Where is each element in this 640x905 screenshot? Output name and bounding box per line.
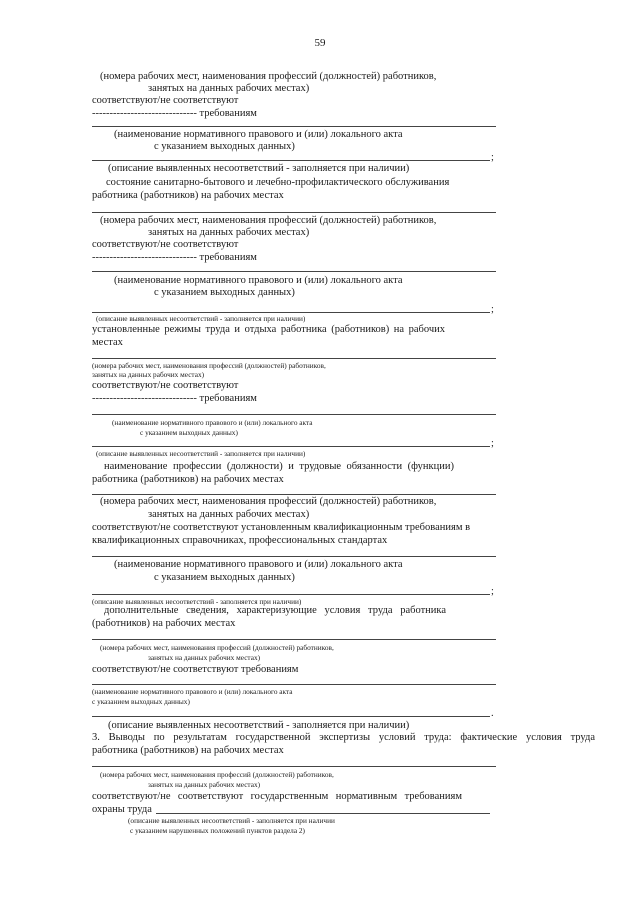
section-heading-additional-cont: (работников) на рабочих местах: [92, 618, 236, 629]
fill-line: [92, 639, 496, 640]
fill-line: [92, 684, 496, 685]
caption-nonconformities-small: (описание выявленных несоответствий - заполняется при наличии: [128, 816, 335, 825]
caption-legal-act-small: (наименование нормативного правового и (или) локального акта: [92, 687, 293, 696]
section-heading-profession: наименование профессии (должности) и трудовые обязанности (функции): [104, 461, 454, 472]
caption-workplaces-small: (номера рабочих мест, наименования профессий (должностей) работников,: [100, 643, 334, 652]
fill-line: [92, 766, 496, 767]
compliance-text: соответствуют/не соответствуют: [92, 95, 239, 106]
caption-nonconformities: (описание выявленных несоответствий - заполняется при наличии): [108, 720, 410, 731]
caption-workplaces-cont: занятых на данных рабочих местах): [148, 509, 310, 520]
requirements-text: ------------------------------ требованиям: [92, 393, 257, 404]
period: .: [491, 708, 494, 719]
caption-nonconformities: (описание выявленных несоответствий - заполняется при наличии): [108, 163, 410, 174]
compliance-text-cont: квалификационных справочниках, профессиональных стандартах: [92, 535, 388, 546]
fill-line: [92, 594, 490, 595]
section-heading-sanitary: состояние санитарно-бытового и лечебно-профилактического обслуживания: [106, 177, 450, 188]
caption-nonconformities-small: (описание выявленных несоответствий - заполняется при наличии): [96, 449, 306, 458]
section-heading-additional: дополнительные сведения, характеризующие условия труда работника: [104, 605, 446, 616]
caption-workplaces: (номера рабочих мест, наименования профессий (должностей) работников,: [100, 71, 437, 82]
conclusions-compliance: соответствуют/не соответствуют государственным нормативным требованиям: [92, 791, 462, 802]
semicolon: ;: [491, 438, 494, 449]
caption-legal-act: (наименование нормативного правового и (или) локального акта: [114, 129, 403, 140]
caption-workplaces-small-cont: занятых на данных рабочих местах): [92, 370, 205, 379]
compliance-text: соответствуют/не соответствуют: [92, 239, 239, 250]
section-heading-sanitary-cont: работника (работников) на рабочих местах: [92, 190, 284, 201]
fill-line: [92, 271, 496, 272]
fill-line: [156, 813, 490, 814]
caption-legal-act: (наименование нормативного правового и (или) локального акта: [114, 559, 403, 570]
fill-line: [92, 312, 490, 313]
caption-legal-act-small-cont: с указанием выходных данных): [140, 428, 238, 437]
requirements-text: ------------------------------ требованиям: [92, 252, 257, 263]
caption-workplaces-small-cont: занятых на данных рабочих местах): [148, 653, 261, 662]
semicolon: ;: [491, 304, 494, 315]
caption-nonconformities-small: (описание выявленных несоответствий - заполняется при наличии): [92, 597, 302, 606]
caption-workplaces: (номера рабочих мест, наименования профессий (должностей) работников,: [100, 215, 437, 226]
section-heading-profession-cont: работника (работников) на рабочих местах: [92, 474, 284, 485]
requirements-text: ------------------------------ требованиям: [92, 108, 257, 119]
fill-line: [92, 494, 496, 495]
page-number: 59: [314, 37, 326, 49]
fill-line: [92, 358, 496, 359]
caption-workplaces: (номера рабочих мест, наименования профессий (должностей) работников,: [100, 496, 437, 507]
caption-workplaces-small: (номера рабочих мест, наименования профессий (должностей) работников,: [92, 361, 326, 370]
caption-legal-act-cont: с указанием выходных данных): [154, 572, 295, 583]
fill-line: [92, 446, 490, 447]
section-heading-work-rest-cont: местах: [92, 337, 123, 348]
conclusions-heading-cont: работника (работников) на рабочих местах: [92, 745, 284, 756]
semicolon: ;: [491, 586, 494, 597]
semicolon: ;: [491, 152, 494, 163]
compliance-text: соответствуют/не соответствуют требованиям: [92, 664, 299, 675]
fill-line: [92, 414, 496, 415]
caption-legal-act-small-cont: с указанием выходных данных): [92, 697, 190, 706]
fill-line: [92, 126, 496, 127]
caption-workplaces-small: (номера рабочих мест, наименования профессий (должностей) работников,: [100, 770, 334, 779]
caption-workplaces-cont: занятых на данных рабочих местах): [148, 83, 310, 94]
caption-workplaces-small-cont: занятых на данных рабочих местах): [148, 780, 261, 789]
caption-workplaces-cont: занятых на данных рабочих местах): [148, 227, 310, 238]
caption-legal-act-cont: с указанием выходных данных): [154, 287, 295, 298]
caption-legal-act: (наименование нормативного правового и (или) локального акта: [114, 275, 403, 286]
caption-nonconformities-small: (описание выявленных несоответствий - заполняется при наличии): [96, 314, 306, 323]
compliance-text: соответствуют/не соответствуют: [92, 380, 239, 391]
fill-line: [92, 212, 496, 213]
compliance-text: соответствуют/не соответствуют установленным квалификационным требованиям в: [92, 522, 471, 533]
conclusions-compliance-cont: охраны труда: [92, 804, 152, 815]
caption-legal-act-small: (наименование нормативного правового и (или) локального акта: [112, 418, 313, 427]
caption-legal-act-cont: с указанием выходных данных): [154, 141, 295, 152]
caption-nonconformities-small-cont: с указанием нарушенных положений пунктов раздела 2): [130, 826, 305, 835]
fill-line: [92, 160, 490, 161]
fill-line: [92, 556, 496, 557]
conclusions-heading: 3. Выводы по результатам государственной экспертизы условий труда: фактические условия труда: [92, 732, 595, 743]
fill-line: [92, 716, 490, 717]
section-heading-work-rest: установленные режимы труда и отдыха работника (работников) на рабочих: [92, 324, 445, 335]
